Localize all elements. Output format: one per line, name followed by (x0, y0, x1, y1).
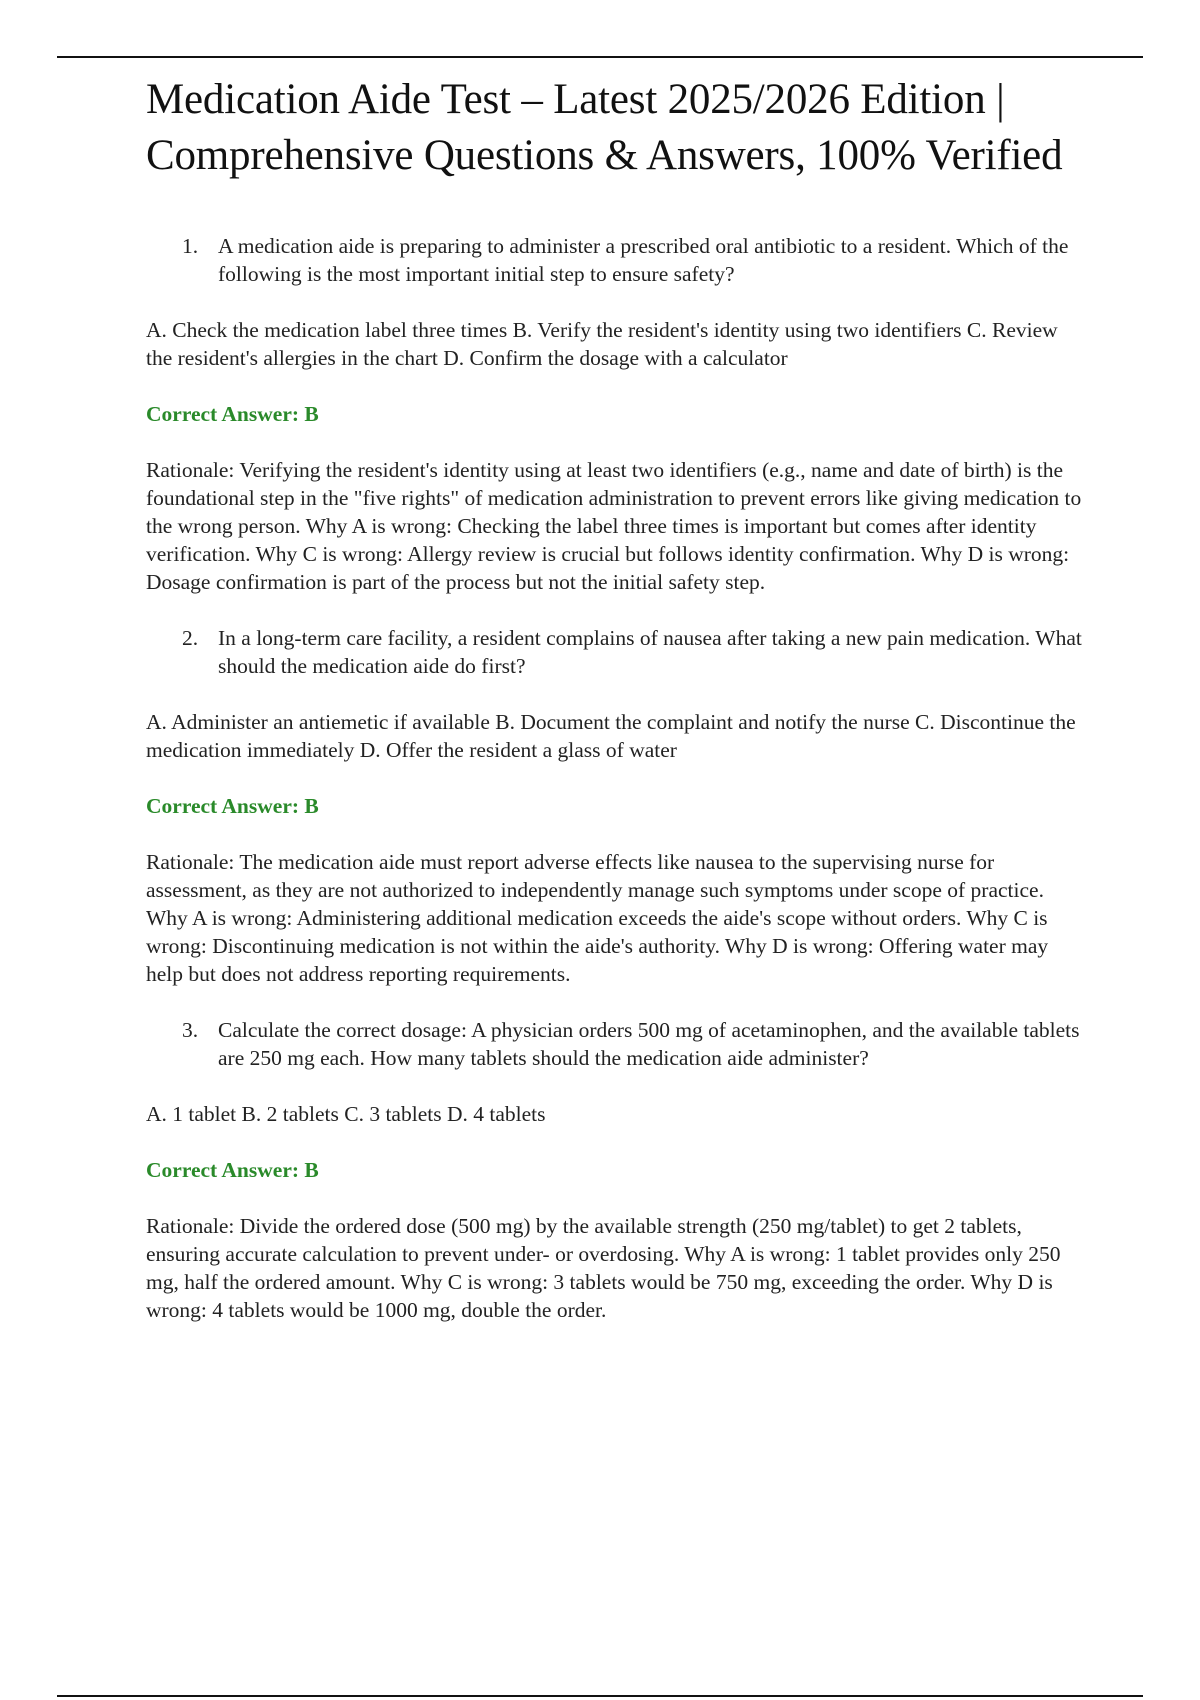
question-number: 3. (182, 1018, 199, 1042)
question-2 (146, 624, 1086, 680)
page-title: Medication Aide Test – Latest 2025/2026 Edition | Comprehensive Questions & Answers, 100% Verified (146, 76, 1063, 179)
document-body (146, 72, 1086, 1352)
correct-answer: Correct Answer: B (146, 402, 319, 426)
question-text: In a long-term care facility, a resident complains of nausea after taking a new pain medication. What should the medication aide do first? (218, 626, 1082, 678)
question-text: Calculate the correct dosage: A physician orders 500 mg of acetaminophen, and the available tablets are 250 mg each. How many tablets should the medication aide administer? (218, 1018, 1080, 1070)
answer-options: A. 1 tablet B. 2 tablets C. 3 tablets D. 4 tablets (146, 1102, 546, 1126)
rationale: Rationale: The medication aide must report adverse effects like nausea to the supervising nurse for assessment, as they are not authorized to independently manage such symptoms under scope of practice. Why A is wrong: Administering additional medication exceeds the aide's scope without orders. Why C is wrong: Discontinuing medication is not within the aide's authority. Why D is wrong: Offering water may help but does not address reporting requirements. (146, 850, 1049, 986)
question-3 (146, 1016, 1086, 1072)
rationale: Rationale: Verifying the resident's identity using at least two identifiers (e.g., name and date of birth) is the foundational step in the "five rights" of medication administration to prevent errors like giving medication to the wrong person. Why A is wrong: Checking the label three times is important but comes after identity verification. Why C is wrong: Allergy review is crucial but follows identity confirmation. Why D is wrong: Dosage confirmation is part of the process but not the initial safety step. (146, 458, 1082, 594)
answer-options: A. Administer an antiemetic if available B. Document the complaint and notify the nurse C. Discontinue the medication immediately D. Offer the resident a glass of water (146, 710, 1076, 762)
top-rule (57, 56, 1143, 58)
rationale: Rationale: Divide the ordered dose (500 mg) by the available strength (250 mg/tablet) to get 2 tablets, ensuring accurate calculation to prevent under- or overdosing. Why A is wrong: 1 tablet provides only 250 mg, half the ordered amount. Why C is wrong: 3 tablets would be 750 mg, exceeding the order. Why D is wrong: 4 tablets would be 1000 mg, double the order. (146, 1214, 1061, 1322)
question-number: 1. (182, 234, 199, 258)
question-text: A medication aide is preparing to administer a prescribed oral antibiotic to a resident. Which of the following is the most important initial step to ensure safety? (218, 234, 1069, 286)
answer-options: A. Check the medication label three times B. Verify the resident's identity using two identifiers C. Review the resident's allergies in the chart D. Confirm the dosage with a calculator (146, 318, 1058, 370)
correct-answer: Correct Answer: B (146, 794, 319, 818)
question-1 (146, 232, 1086, 288)
correct-answer: Correct Answer: B (146, 1158, 319, 1182)
bottom-rule (57, 1695, 1143, 1697)
question-number: 2. (182, 626, 199, 650)
